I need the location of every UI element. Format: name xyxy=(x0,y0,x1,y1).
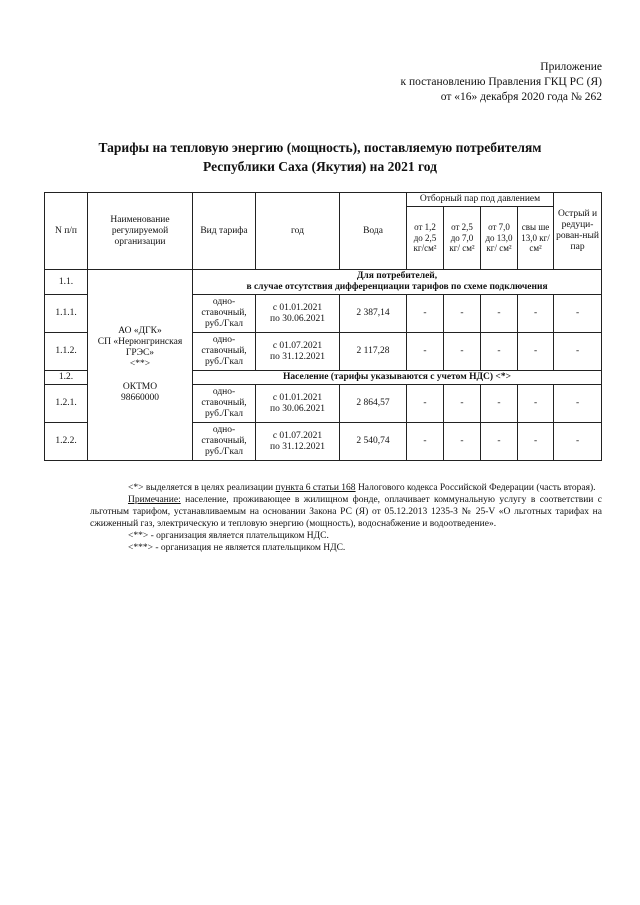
row-sharp: - xyxy=(554,385,602,423)
row-steam-3: - xyxy=(481,295,518,333)
row-period: с 01.07.2021 по 31.12.2021 xyxy=(256,333,340,371)
section-2-num: 1.2. xyxy=(45,371,88,385)
row-sharp: - xyxy=(554,423,602,461)
org-name: АО «ДГК» xyxy=(118,326,162,336)
row-num: 1.2.1. xyxy=(45,385,88,423)
row-sharp: - xyxy=(554,333,602,371)
row-tariff-type: одно-ставочный, руб./Гкал xyxy=(193,333,256,371)
row-steam-3: - xyxy=(481,385,518,423)
row-steam-2: - xyxy=(444,385,481,423)
row-steam-1: - xyxy=(407,295,444,333)
appendix-label: Приложение xyxy=(540,61,602,73)
header-steam-1: от 1,2 до 2,5 кг/см² xyxy=(407,207,444,270)
row-steam-3: - xyxy=(481,423,518,461)
row-num: 1.2.2. xyxy=(45,423,88,461)
row-water: 2 864,57 xyxy=(340,385,407,423)
appendix-header xyxy=(401,60,603,105)
footnote-vat-payer: <**> - организация является плательщиком НДС. xyxy=(128,531,329,541)
title-line-1: Тарифы на тепловую энергию (мощность), поставляемую потребителям xyxy=(98,140,542,155)
row-tariff-type: одно-ставочный, руб./Гкал xyxy=(193,385,256,423)
section-2-title: Население (тарифы указываются с учетом НДС) <*> xyxy=(193,371,602,385)
oktmo-label: ОКТМО xyxy=(122,382,158,392)
row-tariff-type: одно-ставочный, руб./Гкал xyxy=(193,295,256,333)
appendix-resolution: к постановлению Правления ГКЦ РС (Я) xyxy=(400,76,602,88)
document-title xyxy=(0,138,640,176)
row-period: с 01.01.2021 по 30.06.2021 xyxy=(256,385,340,423)
footnote-remark: Примечание: население, проживающее в жилищном фонде, оплачивает коммунальную услугу в соответствии с льготным тарифом, устанавливаемым на основании Закона РС (Я) от 05.12.2013 1235-З № 25-V «О льготных тарифах на сжиженный газ, электрическую и тепловую энергию (мощность), водоснабжение и водоотведение». xyxy=(90,495,602,529)
row-steam-1: - xyxy=(407,385,444,423)
header-steam-2: от 2,5 до 7,0 кг/ см² xyxy=(444,207,481,270)
appendix-date: от «16» декабря 2020 года № 262 xyxy=(440,91,602,103)
row-steam-4: - xyxy=(518,333,554,371)
row-steam-2: - xyxy=(444,423,481,461)
tax-code-link[interactable]: пункта 6 статьи 168 xyxy=(275,483,356,493)
row-steam-2: - xyxy=(444,295,481,333)
row-num: 1.1.2. xyxy=(45,333,88,371)
row-num: 1.1.1. xyxy=(45,295,88,333)
header-steam-4: свы ше 13,0 кг/ см² xyxy=(518,207,554,270)
row-tariff-type: одно-ставочный, руб./Гкал xyxy=(193,423,256,461)
section-1-num: 1.1. xyxy=(45,270,88,295)
section-1-line-2: в случае отсутствия дифференциации тарифов по схеме подключения xyxy=(246,282,548,292)
oktmo-code: 98660000 xyxy=(121,393,159,403)
header-org: Наименование регулируемой организации xyxy=(88,193,193,270)
header-num: N п/п xyxy=(45,193,88,270)
header-sharp-steam: Острый и редуци-рован-ный пар xyxy=(554,193,602,270)
org-note-mark: <**> xyxy=(129,359,151,369)
header-steam-3: от 7,0 до 13,0 кг/ см² xyxy=(481,207,518,270)
row-steam-4: - xyxy=(518,295,554,333)
footnote-non-vat-payer: <***> - организация не является плательщиком НДС. xyxy=(128,543,346,553)
row-water: 2 117,28 xyxy=(340,333,407,371)
row-sharp: - xyxy=(554,295,602,333)
header-water: Вода xyxy=(340,193,407,270)
footnotes xyxy=(90,482,602,554)
row-steam-3: - xyxy=(481,333,518,371)
row-steam-1: - xyxy=(407,333,444,371)
row-steam-2: - xyxy=(444,333,481,371)
org-subdivision: СП «Нерюнгринская ГРЭС» xyxy=(97,337,183,358)
row-period: с 01.07.2021 по 31.12.2021 xyxy=(256,423,340,461)
header-steam-group: Отборный пар под давлением xyxy=(407,193,554,207)
org-cell xyxy=(88,270,193,461)
header-year: год xyxy=(256,193,340,270)
row-water: 2 387,14 xyxy=(340,295,407,333)
title-line-2: Республики Саха (Якутия) на 2021 год xyxy=(203,159,437,174)
footnote-vat: <*> выделяется в целях реализации пункта 6 статьи 168 Налогового кодекса Российской Федерации (часть вторая). xyxy=(128,483,596,493)
section-1-line-1: Для потребителей, xyxy=(356,271,438,281)
row-steam-1: - xyxy=(407,423,444,461)
row-period: с 01.01.2021 по 30.06.2021 xyxy=(256,295,340,333)
section-1-title xyxy=(193,270,602,295)
remark-label: Примечание: xyxy=(128,495,181,505)
row-steam-4: - xyxy=(518,423,554,461)
tariff-table xyxy=(44,192,602,461)
row-water: 2 540,74 xyxy=(340,423,407,461)
header-tariff-type: Вид тарифа xyxy=(193,193,256,270)
row-steam-4: - xyxy=(518,385,554,423)
